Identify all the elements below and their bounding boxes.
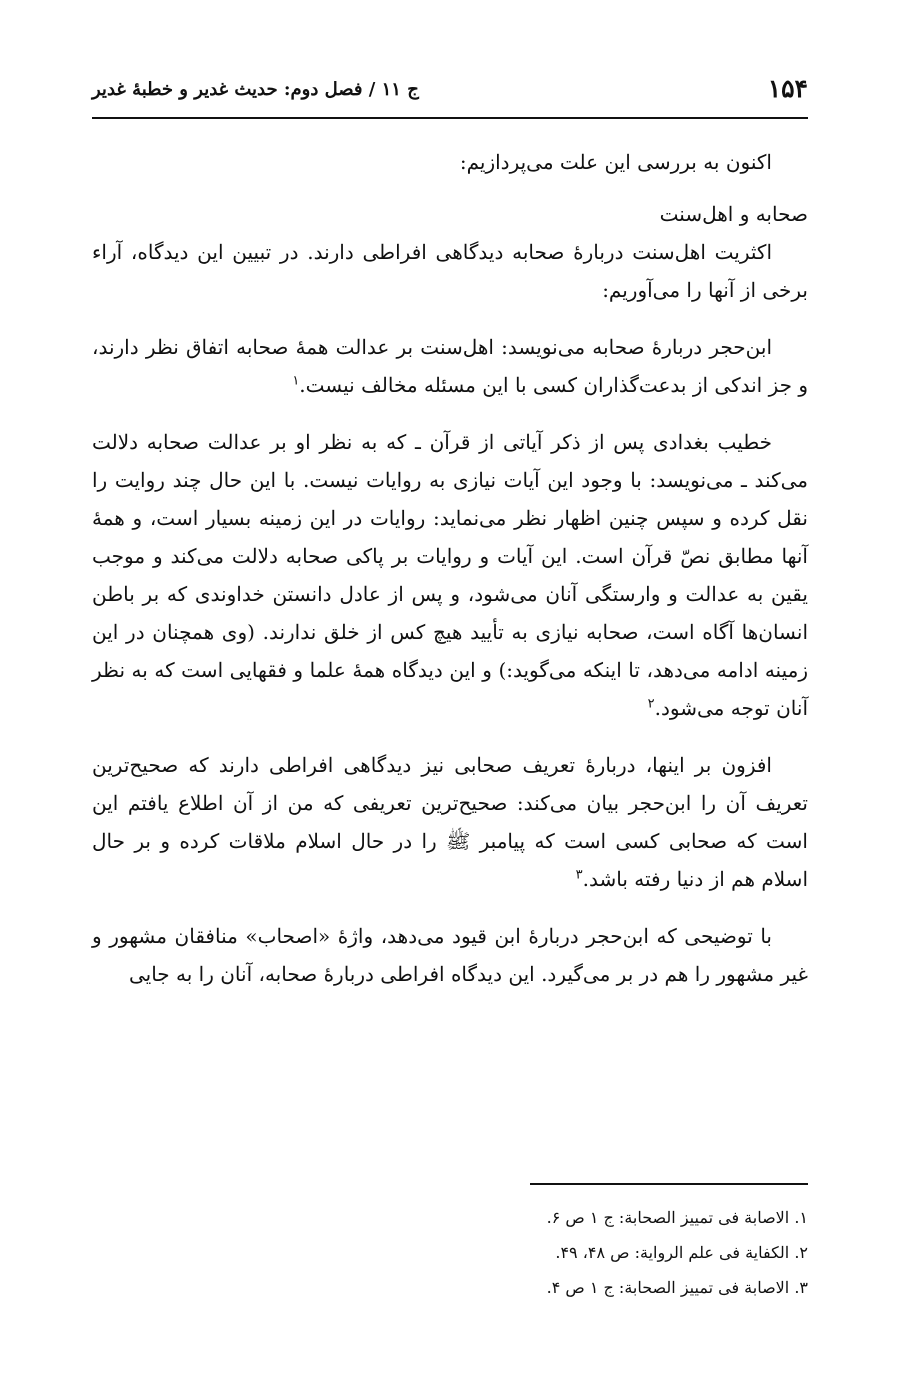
paragraph-3 [92, 423, 808, 727]
running-head: ج ۱۱ / فصل دوم: حديث غدير و خطبهٔ غدير [92, 79, 419, 100]
footnote-2: ۲. الکفایة فی علم الروایة: ص ۴۸، ۴۹. [555, 1243, 808, 1262]
footnote-ref-1[interactable]: ۱ [292, 373, 300, 389]
intro-line: اکنون به بررسی این علت می‌پردازیم: [459, 150, 772, 174]
section-subheading: صحابه و اهل‌سنت [659, 202, 808, 226]
header-rule [92, 117, 808, 119]
paragraph-3-text: خطیب بغدادی پس از ذکر آیاتی از قرآن ـ که به نظر او بر عدالت صحابه دلالت می‌کند ـ می‌نویسد: با وجود این آیات نیازی به روایات نیست. با این حال چند روایت را نقل کرده و سپس چنین اظهار نظر می‌نماید: روایات در این زمینه بسیار است، و همهٔ آنها مطابق نصّ قرآن است. این آیات و روایات بر پاکی صحابه دلالت می‌کند و موجب یقین به عدالت و وارستگی آنان می‌شود، و پس از عادل دانستن خداوندی که بر باطن انسان‌ها آگاه است، صحابه نیازی به تأیید هیچ کس از خلق ندارند. (وی همچنان در این زمینه ادامه می‌دهد، تا اینکه می‌گوید:) و این دیدگاه همهٔ علما و فقهایی است که به نظر آنان توجه می‌شود. [92, 430, 809, 720]
footnote-1: ۱. الاصابة فی تمییز الصحابة: ج ۱ ص ۶. [546, 1208, 808, 1227]
paragraph-1: اکثریت اهل‌سنت دربارهٔ صحابه دیدگاهی افراطی دارند. در تبیین این دیدگاه، آراء برخی از آنها را می‌آوریم: [92, 240, 808, 302]
book-page [92, 0, 808, 1390]
page-number: ۱۵۴ [767, 74, 808, 103]
paragraph-5: با توضیحی که ابن‌حجر دربارهٔ ابن قیود می‌دهد، واژهٔ «اصحاب» منافقان مشهور و غیر مشهور را هم در بر می‌گیرد. این دیدگاه افراطی دربارهٔ صحابه، آنان را به جایی [92, 924, 808, 986]
footnote-rule [530, 1183, 808, 1185]
paragraph-4 [92, 746, 808, 898]
footnote-3: ۳. الاصابة فی تمییز الصحابة: ج ۱ ص ۴. [546, 1278, 808, 1297]
paragraph-2 [92, 328, 808, 404]
footnotes [92, 1200, 808, 1305]
paragraph-4-text: افزون بر اینها، دربارهٔ تعریف صحابی نیز دیدگاهی افراطی دارند که صحیح‌ترین تعریف آن را ابن‌حجر بیان می‌کند: صحیح‌ترین تعریفی که من از آن اطلاع یافتم این است که صحابی کسی است که پیامبر ﷺ را در حال اسلام ملاقات کرده و بر حال اسلام هم از دنیا رفته باشد. [92, 753, 808, 891]
body-text [92, 143, 808, 993]
footnote-ref-2[interactable]: ۲ [647, 696, 655, 712]
footnote-ref-3[interactable]: ۳ [575, 867, 583, 883]
page-header [92, 72, 808, 112]
paragraph-2-text: ابن‌حجر دربارهٔ صحابه می‌نویسد: اهل‌سنت بر عدالت همهٔ صحابه اتفاق نظر دارند، و جز اندکی از بدعت‌گذاران کسی با این مسئله مخالف نیست. [92, 335, 808, 397]
